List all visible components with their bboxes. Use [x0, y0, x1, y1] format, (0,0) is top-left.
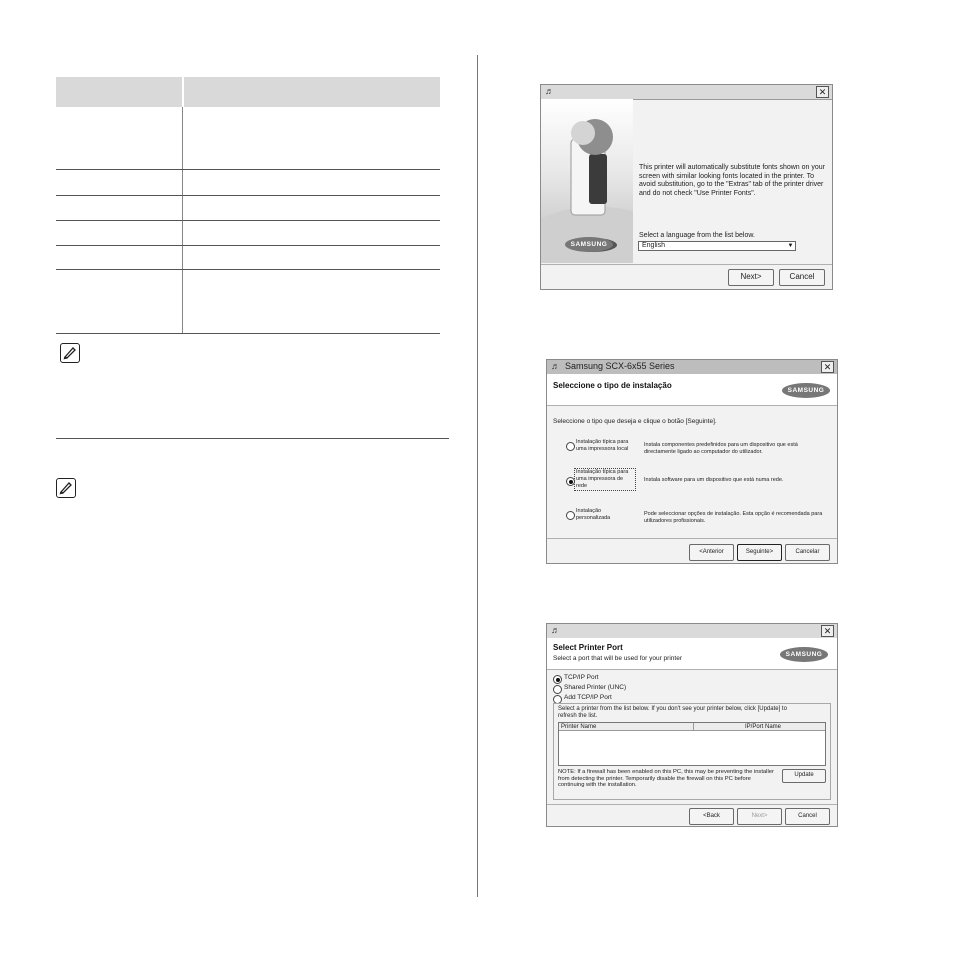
- left-column: [0, 0, 470, 954]
- pencil-icon: [57, 479, 74, 496]
- dialog-title: Samsung SCX-6x55 Series: [565, 361, 675, 371]
- next-button[interactable]: Next>: [737, 808, 782, 825]
- table-row-line: [56, 220, 440, 221]
- column-header-printer-name[interactable]: Printer Name: [561, 724, 597, 730]
- header-panel: [547, 638, 837, 670]
- cancel-button[interactable]: Cancelar: [785, 544, 830, 561]
- chevron-down-icon[interactable]: ▼: [787, 243, 794, 249]
- section-divider: [56, 438, 449, 439]
- printer-port-dialog: [546, 623, 838, 827]
- cancel-button[interactable]: Cancel: [779, 269, 825, 286]
- table-bottom-line: [56, 333, 440, 334]
- button-area-separator: [547, 804, 838, 805]
- table-row-line: [56, 195, 440, 196]
- option-label-typical-network[interactable]: Instalação típica para uma impressora de rede: [574, 468, 636, 491]
- option-desc-typical-network: Instala software para um dispositivo que está numa rede.: [644, 477, 784, 483]
- close-icon[interactable]: ✕: [821, 625, 834, 637]
- cancel-button[interactable]: Cancel: [785, 808, 830, 825]
- table-header-divider: [182, 77, 184, 107]
- close-icon[interactable]: ✕: [816, 86, 829, 98]
- port-label-add-tcpip[interactable]: Add TCP/IP Port: [564, 694, 612, 701]
- printer-list[interactable]: [558, 722, 826, 766]
- table-row-line: [56, 245, 440, 246]
- title-bar: [547, 624, 837, 639]
- back-button[interactable]: <Anterior: [689, 544, 734, 561]
- list-header: [559, 723, 825, 731]
- app-icon: ♬: [551, 361, 560, 371]
- header-panel: [547, 374, 837, 406]
- language-dialog: [540, 84, 833, 290]
- column-separator: [477, 55, 478, 897]
- app-icon: ♬: [551, 625, 560, 635]
- table-row-line: [56, 269, 440, 270]
- list-instruction: Select a printer from the list below. If you don't see your printer below, click [Update] to refresh the list.: [558, 706, 787, 719]
- table-header-row: [56, 77, 440, 107]
- language-prompt: Select a language from the list below.: [639, 232, 755, 239]
- radio-shared-printer[interactable]: [553, 685, 562, 694]
- next-button[interactable]: Seguinte>: [737, 544, 782, 561]
- dialog-heading: Select Printer Port: [553, 643, 623, 652]
- radio-custom[interactable]: [566, 511, 575, 520]
- install-instruction: Seleccione o tipo que deseja e clique o botão [Seguinte].: [553, 418, 717, 425]
- note-icon: [56, 478, 76, 498]
- note-icon: [60, 343, 80, 363]
- button-area-separator: [547, 538, 838, 539]
- dialog-subheading: Select a port that will be used for your printer: [553, 655, 682, 662]
- title-bar: [547, 360, 837, 375]
- samsung-logo: SAMSUNG: [782, 383, 830, 398]
- port-label-shared[interactable]: Shared Printer (UNC): [564, 684, 627, 691]
- back-button[interactable]: <Back: [689, 808, 734, 825]
- button-area-separator: [541, 264, 833, 265]
- app-icon: ♬: [545, 86, 554, 96]
- dialog-heading: Seleccione o tipo de instalação: [553, 381, 672, 390]
- samsung-logo: SAMSUNG: [780, 647, 828, 662]
- language-select[interactable]: [638, 241, 796, 251]
- pencil-icon: [61, 344, 78, 361]
- printer-list-group: [553, 703, 831, 800]
- firewall-note: NOTE: If a firewall has been enabled on this PC, this may be preventing the installer from detecting the printer. Temporarily disable the firewall on this PC before continuing with the installation.: [558, 769, 774, 788]
- radio-tcpip-port[interactable]: [553, 675, 562, 684]
- title-bar: [541, 85, 832, 100]
- close-icon[interactable]: ✕: [821, 361, 834, 373]
- option-desc-typical-local: Instala componentes predefinidos para um dispositivo que está directamente ligado ao computador do utilizador.: [644, 442, 798, 455]
- font-substitution-text: This printer will automatically substitute fonts shown on your screen with similar looking fonts located in the printer. To avoid substitution, go to the "Extras" tab of the printer driver and do not check "Use Printer Fonts".: [639, 164, 825, 197]
- table-row-line: [56, 169, 440, 170]
- option-desc-custom: Pode seleccionar opções de instalação. Esta opção é recomendada para utilizadores profissionais.: [644, 511, 823, 524]
- samsung-logo: SAMSUNG: [565, 237, 613, 252]
- radio-typical-local[interactable]: [566, 442, 575, 451]
- language-select-value: English: [642, 242, 665, 249]
- side-banner: [541, 99, 633, 263]
- install-type-dialog: [546, 359, 838, 564]
- option-label-custom[interactable]: Instalação personalizada: [576, 508, 611, 521]
- column-header-ip-port[interactable]: IP/Port Name: [745, 724, 782, 730]
- port-label-tcpip[interactable]: TCP/IP Port: [564, 674, 599, 681]
- next-button[interactable]: Next>: [728, 269, 774, 286]
- column-divider: [693, 723, 694, 731]
- option-label-typical-local[interactable]: Instalação típica para uma impressora local: [576, 439, 629, 452]
- update-button[interactable]: Update: [782, 769, 826, 783]
